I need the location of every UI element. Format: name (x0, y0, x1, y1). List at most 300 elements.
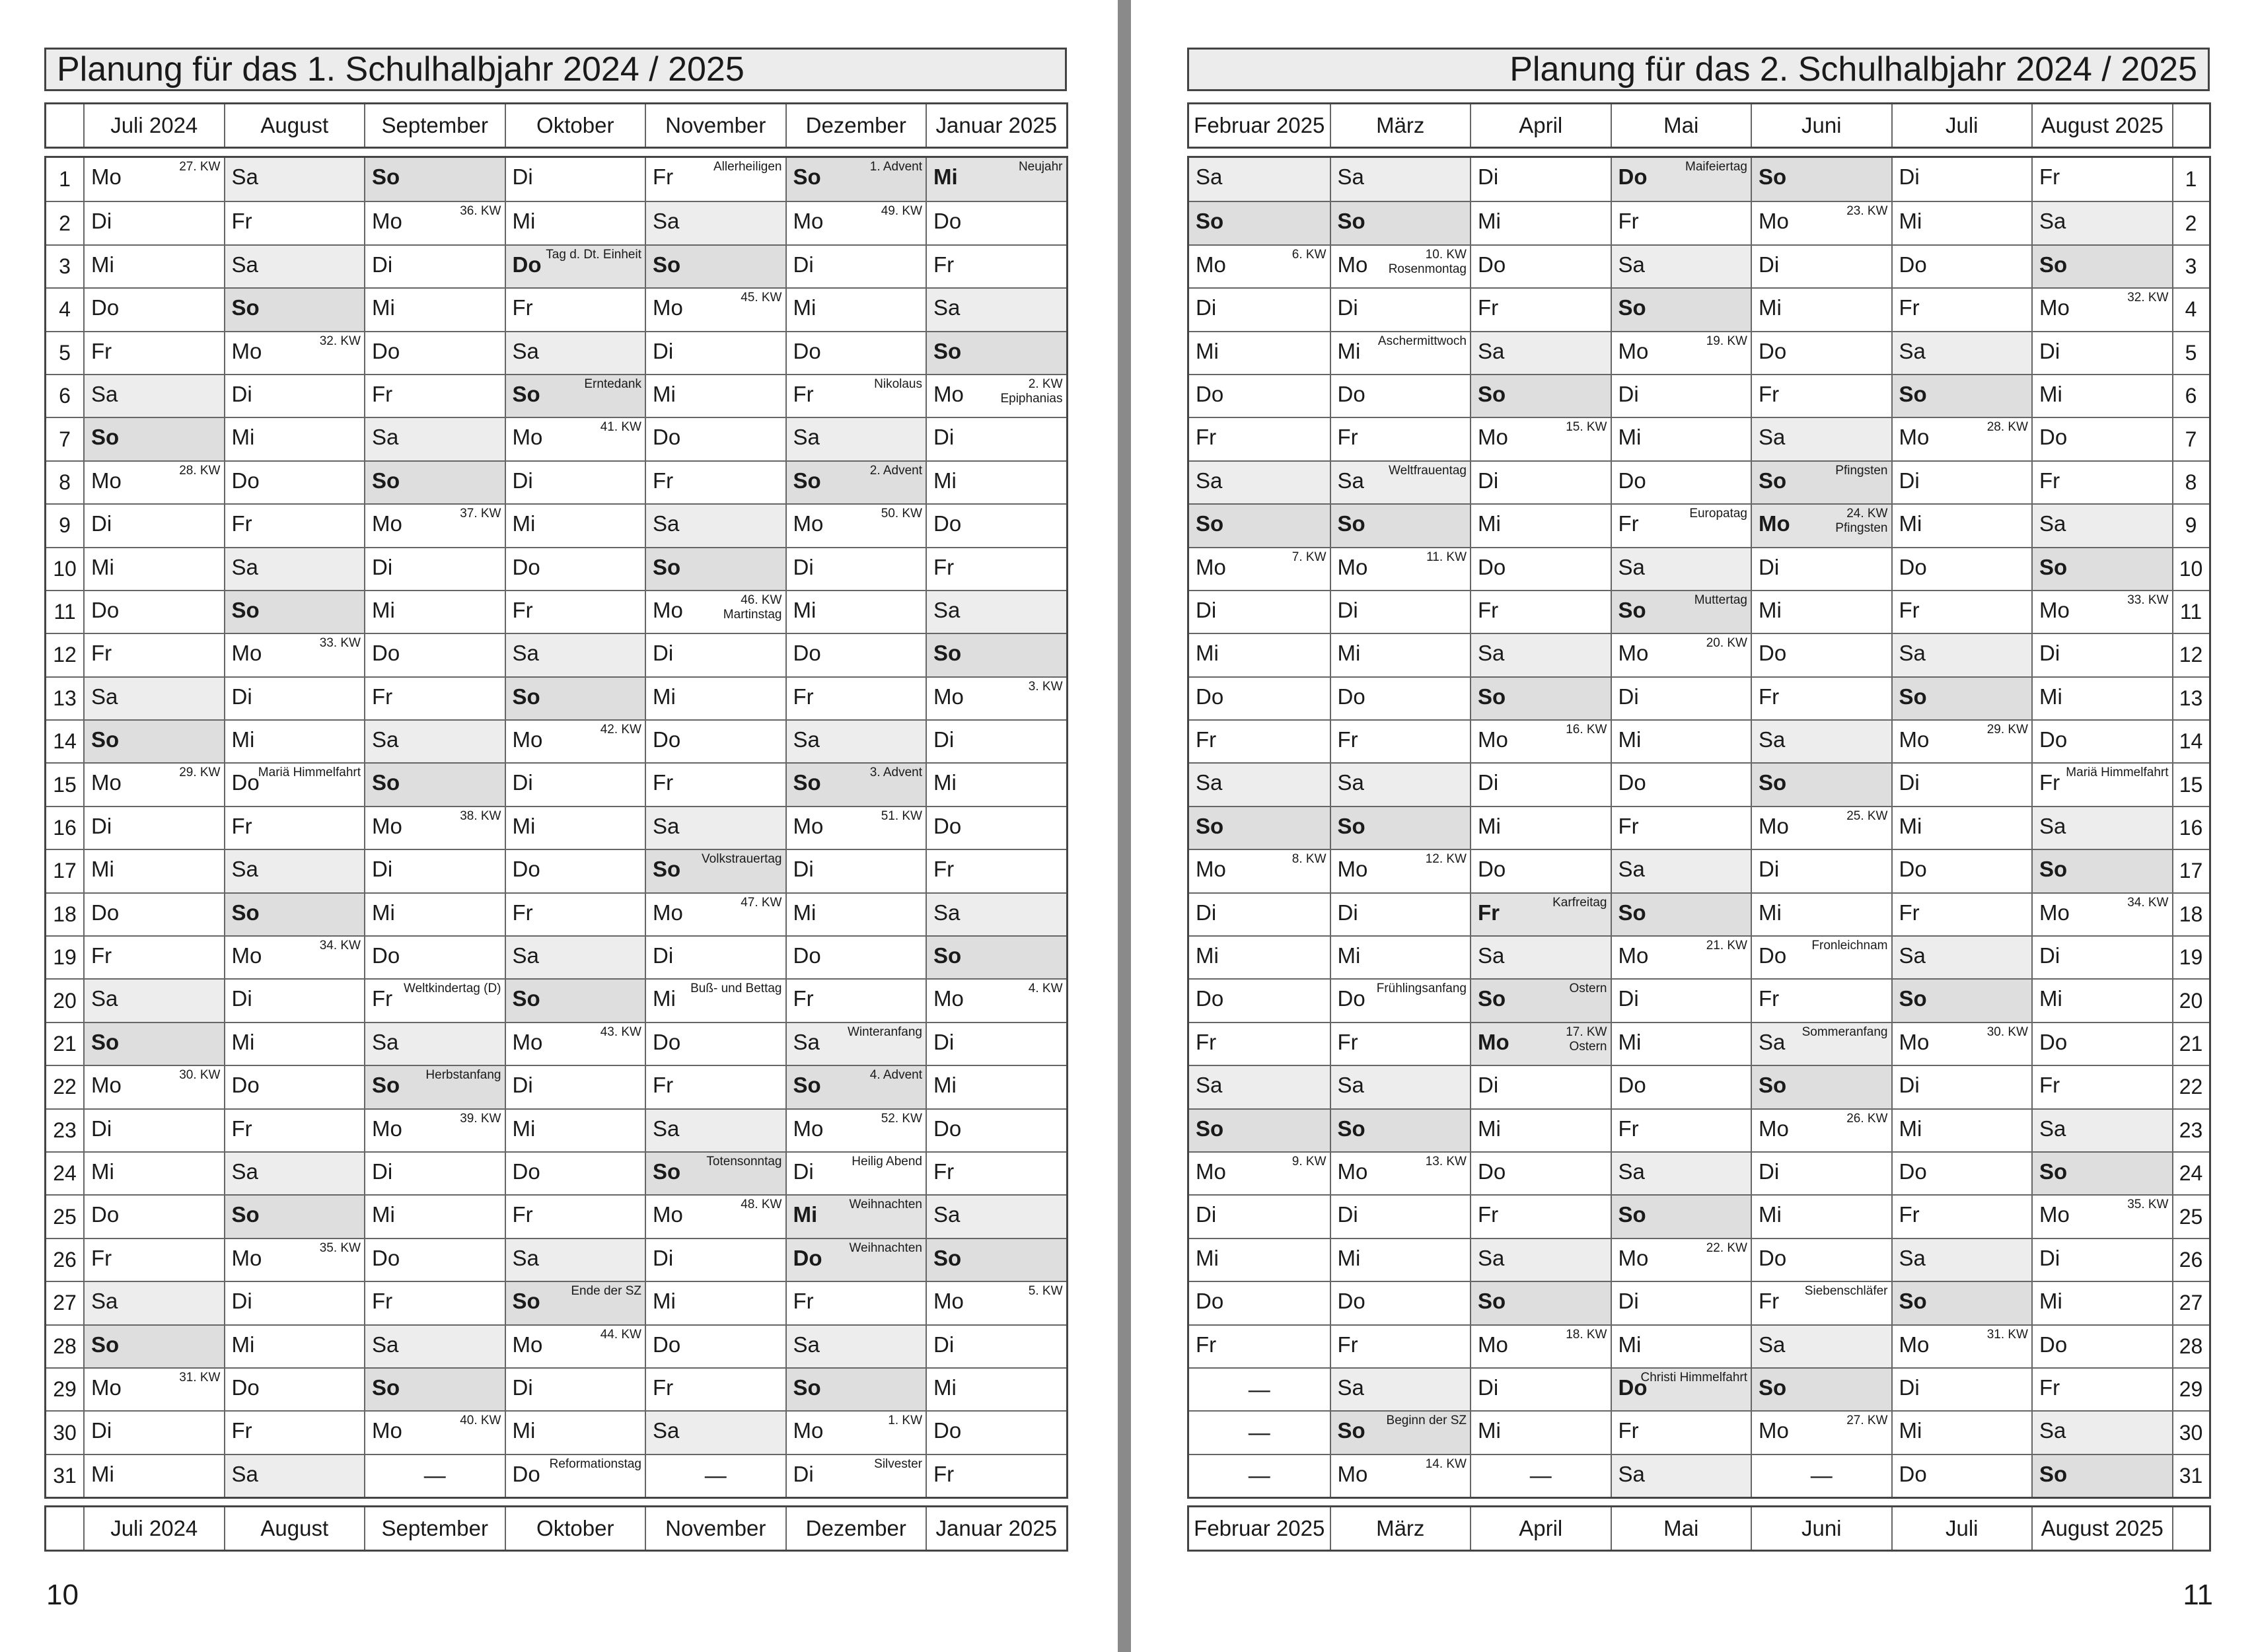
day-cell[interactable] (224, 849, 365, 892)
day-cell[interactable] (645, 1108, 785, 1151)
day-cell[interactable] (1330, 460, 1471, 503)
day-cell[interactable] (1330, 978, 1471, 1021)
day-cell[interactable] (2031, 1194, 2172, 1237)
day-cell[interactable] (645, 201, 785, 244)
day-cell[interactable] (2031, 806, 2172, 849)
day-cell[interactable] (1189, 503, 1330, 546)
day-cell[interactable] (785, 503, 926, 546)
day-cell[interactable] (645, 1367, 785, 1410)
day-cell[interactable] (224, 892, 365, 935)
day-cell[interactable] (785, 935, 926, 978)
day-cell[interactable] (785, 849, 926, 892)
day-cell[interactable] (83, 331, 224, 374)
day-cell[interactable] (1611, 1367, 1751, 1410)
day-cell[interactable] (1330, 158, 1471, 201)
day-cell[interactable] (1189, 201, 1330, 244)
day-cell[interactable] (2031, 892, 2172, 935)
day-cell[interactable] (364, 1238, 505, 1281)
day-cell[interactable] (926, 201, 1066, 244)
day-cell[interactable] (645, 892, 785, 935)
day-cell[interactable] (364, 1065, 505, 1108)
day-cell[interactable] (2031, 547, 2172, 590)
day-cell[interactable] (1891, 1108, 2032, 1151)
day-cell[interactable] (1751, 1324, 1891, 1367)
day-cell[interactable] (1470, 1410, 1611, 1453)
day-cell[interactable] (785, 590, 926, 633)
day-cell[interactable] (1891, 806, 2032, 849)
day-cell[interactable] (505, 935, 645, 978)
day-cell[interactable] (1330, 590, 1471, 633)
day-cell[interactable] (83, 719, 224, 762)
day-cell[interactable] (645, 1194, 785, 1237)
day-cell[interactable] (785, 1454, 926, 1497)
day-cell[interactable] (2031, 1367, 2172, 1410)
day-cell[interactable] (1189, 374, 1330, 417)
day-cell[interactable] (83, 1194, 224, 1237)
day-cell[interactable] (645, 1281, 785, 1324)
day-cell[interactable] (785, 806, 926, 849)
day-cell[interactable] (926, 503, 1066, 546)
day-cell[interactable] (1751, 806, 1891, 849)
day-cell[interactable] (83, 1454, 224, 1497)
day-cell[interactable] (364, 935, 505, 978)
day-cell[interactable] (785, 1238, 926, 1281)
day-cell[interactable] (785, 201, 926, 244)
day-cell[interactable] (1751, 460, 1891, 503)
day-cell[interactable] (364, 1410, 505, 1453)
day-cell[interactable] (83, 935, 224, 978)
day-cell[interactable] (2031, 1151, 2172, 1194)
day-cell[interactable] (505, 1281, 645, 1324)
day-cell[interactable] (364, 287, 505, 330)
day-cell[interactable] (785, 1367, 926, 1410)
day-cell[interactable] (505, 201, 645, 244)
day-cell[interactable] (926, 633, 1066, 676)
day-cell[interactable] (1189, 158, 1330, 201)
day-cell[interactable] (785, 1108, 926, 1151)
day-cell[interactable] (505, 1324, 645, 1367)
day-cell[interactable] (645, 503, 785, 546)
day-cell[interactable] (1611, 892, 1751, 935)
day-cell[interactable] (645, 331, 785, 374)
day-cell[interactable] (83, 1022, 224, 1065)
day-cell[interactable] (785, 1324, 926, 1367)
day-cell[interactable] (364, 1367, 505, 1410)
day-cell[interactable] (505, 1022, 645, 1065)
day-cell[interactable] (1891, 374, 2032, 417)
day-cell[interactable] (1189, 806, 1330, 849)
day-cell[interactable] (83, 633, 224, 676)
day-cell[interactable] (505, 158, 645, 201)
day-cell[interactable] (364, 676, 505, 719)
day-cell[interactable] (1330, 503, 1471, 546)
day-cell[interactable] (224, 1238, 365, 1281)
day-cell[interactable] (83, 503, 224, 546)
day-cell[interactable] (224, 806, 365, 849)
day-cell[interactable] (1611, 244, 1751, 287)
day-cell[interactable] (1751, 244, 1891, 287)
day-cell[interactable] (1330, 1194, 1471, 1237)
day-cell[interactable] (645, 676, 785, 719)
day-cell[interactable] (1330, 547, 1471, 590)
day-cell[interactable] (926, 417, 1066, 460)
day-cell[interactable] (2031, 676, 2172, 719)
day-cell[interactable] (1751, 374, 1891, 417)
day-cell[interactable] (1891, 1410, 2032, 1453)
day-cell[interactable] (224, 1410, 365, 1453)
day-cell[interactable] (1611, 935, 1751, 978)
day-cell[interactable] (785, 287, 926, 330)
day-cell[interactable] (926, 1065, 1066, 1108)
day-cell[interactable] (83, 201, 224, 244)
day-cell[interactable] (1751, 287, 1891, 330)
day-cell[interactable] (364, 244, 505, 287)
day-cell[interactable] (1751, 1065, 1891, 1108)
day-cell[interactable] (645, 1065, 785, 1108)
day-cell[interactable] (1751, 1410, 1891, 1453)
day-cell[interactable] (2031, 590, 2172, 633)
day-cell[interactable] (364, 892, 505, 935)
day-cell[interactable] (1751, 892, 1891, 935)
day-cell[interactable] (1470, 892, 1611, 935)
day-cell[interactable] (1611, 1151, 1751, 1194)
day-cell[interactable] (224, 417, 365, 460)
day-cell[interactable] (224, 590, 365, 633)
day-cell[interactable] (645, 244, 785, 287)
day-cell[interactable] (1751, 762, 1891, 805)
day-cell[interactable] (785, 633, 926, 676)
day-cell[interactable] (83, 1281, 224, 1324)
day-cell[interactable] (1611, 633, 1751, 676)
day-cell[interactable] (2031, 158, 2172, 201)
day-cell[interactable] (1891, 1151, 2032, 1194)
day-cell[interactable] (785, 158, 926, 201)
day-cell[interactable] (83, 1065, 224, 1108)
day-cell[interactable] (1330, 1151, 1471, 1194)
day-cell[interactable] (83, 1238, 224, 1281)
day-cell[interactable] (1891, 201, 2032, 244)
day-cell[interactable] (224, 719, 365, 762)
day-cell[interactable] (645, 719, 785, 762)
day-cell[interactable] (1189, 590, 1330, 633)
day-cell[interactable] (1891, 1454, 2032, 1497)
day-cell[interactable] (364, 806, 505, 849)
day-cell[interactable] (364, 158, 505, 201)
day-cell[interactable] (1611, 503, 1751, 546)
day-cell[interactable] (83, 158, 224, 201)
day-cell[interactable] (926, 1022, 1066, 1065)
day-cell[interactable] (1470, 158, 1611, 201)
day-cell[interactable] (2031, 201, 2172, 244)
day-cell[interactable] (364, 503, 505, 546)
day-cell[interactable] (1189, 460, 1330, 503)
day-cell[interactable] (1189, 978, 1330, 1021)
day-cell[interactable] (645, 762, 785, 805)
day-cell[interactable] (364, 590, 505, 633)
day-cell[interactable] (785, 547, 926, 590)
day-cell[interactable] (1470, 1022, 1611, 1065)
day-cell[interactable] (1751, 201, 1891, 244)
day-cell[interactable] (1470, 1194, 1611, 1237)
day-cell[interactable] (926, 1108, 1066, 1151)
day-cell[interactable] (1189, 1022, 1330, 1065)
day-cell[interactable] (1751, 331, 1891, 374)
day-cell[interactable] (645, 158, 785, 201)
day-cell[interactable] (1330, 676, 1471, 719)
day-cell[interactable] (926, 460, 1066, 503)
day-cell[interactable] (2031, 1410, 2172, 1453)
day-cell[interactable] (1891, 1238, 2032, 1281)
day-cell[interactable] (364, 633, 505, 676)
day-cell[interactable] (2031, 417, 2172, 460)
day-cell[interactable] (1611, 1410, 1751, 1453)
day-cell[interactable] (505, 331, 645, 374)
day-cell[interactable] (785, 892, 926, 935)
day-cell[interactable] (2031, 633, 2172, 676)
day-cell[interactable] (1891, 1022, 2032, 1065)
day-cell[interactable] (1611, 417, 1751, 460)
day-cell[interactable] (1751, 158, 1891, 201)
day-cell[interactable] (1751, 1281, 1891, 1324)
day-cell[interactable] (2031, 374, 2172, 417)
day-cell[interactable] (364, 1108, 505, 1151)
day-cell[interactable] (505, 1151, 645, 1194)
day-cell[interactable] (224, 935, 365, 978)
day-cell[interactable] (1470, 201, 1611, 244)
day-cell[interactable] (645, 633, 785, 676)
day-cell[interactable] (1611, 547, 1751, 590)
day-cell[interactable] (926, 762, 1066, 805)
day-cell[interactable] (1751, 1238, 1891, 1281)
day-cell[interactable] (1611, 158, 1751, 201)
day-cell[interactable] (1891, 460, 2032, 503)
day-cell[interactable] (1189, 762, 1330, 805)
day-cell[interactable] (1470, 590, 1611, 633)
day-cell[interactable] (364, 1454, 505, 1497)
day-cell[interactable] (1891, 1367, 2032, 1410)
day-cell[interactable] (83, 762, 224, 805)
day-cell[interactable] (1330, 762, 1471, 805)
day-cell[interactable] (926, 719, 1066, 762)
day-cell[interactable] (505, 590, 645, 633)
day-cell[interactable] (1611, 1281, 1751, 1324)
day-cell[interactable] (645, 547, 785, 590)
day-cell[interactable] (926, 590, 1066, 633)
day-cell[interactable] (785, 719, 926, 762)
day-cell[interactable] (505, 374, 645, 417)
day-cell[interactable] (1751, 417, 1891, 460)
day-cell[interactable] (364, 762, 505, 805)
day-cell[interactable] (1611, 849, 1751, 892)
day-cell[interactable] (1330, 806, 1471, 849)
day-cell[interactable] (505, 417, 645, 460)
day-cell[interactable] (1330, 1367, 1471, 1410)
day-cell[interactable] (83, 978, 224, 1021)
day-cell[interactable] (926, 849, 1066, 892)
day-cell[interactable] (926, 806, 1066, 849)
day-cell[interactable] (364, 719, 505, 762)
day-cell[interactable] (505, 503, 645, 546)
day-cell[interactable] (1470, 331, 1611, 374)
day-cell[interactable] (2031, 287, 2172, 330)
day-cell[interactable] (2031, 849, 2172, 892)
day-cell[interactable] (1751, 719, 1891, 762)
day-cell[interactable] (1470, 1367, 1611, 1410)
day-cell[interactable] (224, 1108, 365, 1151)
day-cell[interactable] (1470, 417, 1611, 460)
day-cell[interactable] (645, 1022, 785, 1065)
day-cell[interactable] (505, 892, 645, 935)
day-cell[interactable] (785, 374, 926, 417)
day-cell[interactable] (2031, 762, 2172, 805)
day-cell[interactable] (2031, 460, 2172, 503)
day-cell[interactable] (224, 460, 365, 503)
day-cell[interactable] (1189, 1065, 1330, 1108)
day-cell[interactable] (1891, 417, 2032, 460)
day-cell[interactable] (224, 374, 365, 417)
day-cell[interactable] (1611, 374, 1751, 417)
day-cell[interactable] (505, 1410, 645, 1453)
day-cell[interactable] (224, 503, 365, 546)
day-cell[interactable] (1891, 935, 2032, 978)
day-cell[interactable] (2031, 503, 2172, 546)
day-cell[interactable] (645, 1410, 785, 1453)
day-cell[interactable] (1470, 676, 1611, 719)
day-cell[interactable] (1189, 547, 1330, 590)
day-cell[interactable] (1891, 503, 2032, 546)
day-cell[interactable] (926, 1454, 1066, 1497)
day-cell[interactable] (1470, 1065, 1611, 1108)
day-cell[interactable] (1470, 1238, 1611, 1281)
day-cell[interactable] (1330, 1324, 1471, 1367)
day-cell[interactable] (2031, 978, 2172, 1021)
day-cell[interactable] (83, 287, 224, 330)
day-cell[interactable] (83, 892, 224, 935)
day-cell[interactable] (1611, 1065, 1751, 1108)
day-cell[interactable] (1611, 1022, 1751, 1065)
day-cell[interactable] (1891, 1324, 2032, 1367)
day-cell[interactable] (1189, 1454, 1330, 1497)
day-cell[interactable] (1330, 719, 1471, 762)
day-cell[interactable] (1189, 719, 1330, 762)
day-cell[interactable] (224, 1324, 365, 1367)
day-cell[interactable] (364, 374, 505, 417)
day-cell[interactable] (1330, 1238, 1471, 1281)
day-cell[interactable] (364, 1022, 505, 1065)
day-cell[interactable] (1470, 503, 1611, 546)
day-cell[interactable] (224, 201, 365, 244)
day-cell[interactable] (505, 287, 645, 330)
day-cell[interactable] (1611, 590, 1751, 633)
day-cell[interactable] (224, 978, 365, 1021)
day-cell[interactable] (1330, 244, 1471, 287)
day-cell[interactable] (83, 1151, 224, 1194)
day-cell[interactable] (1611, 806, 1751, 849)
day-cell[interactable] (1330, 374, 1471, 417)
day-cell[interactable] (785, 762, 926, 805)
day-cell[interactable] (1891, 547, 2032, 590)
day-cell[interactable] (1330, 849, 1471, 892)
day-cell[interactable] (364, 1151, 505, 1194)
day-cell[interactable] (926, 158, 1066, 201)
day-cell[interactable] (505, 676, 645, 719)
day-cell[interactable] (1611, 1194, 1751, 1237)
day-cell[interactable] (1891, 849, 2032, 892)
day-cell[interactable] (1891, 1194, 2032, 1237)
day-cell[interactable] (1330, 417, 1471, 460)
day-cell[interactable] (785, 978, 926, 1021)
day-cell[interactable] (224, 158, 365, 201)
day-cell[interactable] (1611, 676, 1751, 719)
day-cell[interactable] (1470, 806, 1611, 849)
day-cell[interactable] (2031, 1022, 2172, 1065)
day-cell[interactable] (785, 1194, 926, 1237)
day-cell[interactable] (1189, 1324, 1330, 1367)
day-cell[interactable] (645, 1454, 785, 1497)
day-cell[interactable] (505, 244, 645, 287)
day-cell[interactable] (1330, 201, 1471, 244)
day-cell[interactable] (83, 1410, 224, 1453)
day-cell[interactable] (224, 1281, 365, 1324)
day-cell[interactable] (1470, 935, 1611, 978)
day-cell[interactable] (1330, 1022, 1471, 1065)
day-cell[interactable] (1891, 244, 2032, 287)
day-cell[interactable] (926, 676, 1066, 719)
day-cell[interactable] (645, 590, 785, 633)
day-cell[interactable] (1189, 1367, 1330, 1410)
day-cell[interactable] (645, 806, 785, 849)
day-cell[interactable] (1891, 590, 2032, 633)
day-cell[interactable] (505, 719, 645, 762)
day-cell[interactable] (1611, 1108, 1751, 1151)
day-cell[interactable] (2031, 331, 2172, 374)
day-cell[interactable] (1891, 978, 2032, 1021)
day-cell[interactable] (1189, 935, 1330, 978)
day-cell[interactable] (1189, 849, 1330, 892)
day-cell[interactable] (364, 978, 505, 1021)
day-cell[interactable] (224, 762, 365, 805)
day-cell[interactable] (1891, 1281, 2032, 1324)
day-cell[interactable] (1751, 676, 1891, 719)
day-cell[interactable] (364, 331, 505, 374)
day-cell[interactable] (2031, 935, 2172, 978)
day-cell[interactable] (83, 1108, 224, 1151)
day-cell[interactable] (83, 1324, 224, 1367)
day-cell[interactable] (1611, 1324, 1751, 1367)
day-cell[interactable] (1751, 1454, 1891, 1497)
day-cell[interactable] (1611, 287, 1751, 330)
day-cell[interactable] (224, 1194, 365, 1237)
day-cell[interactable] (926, 1367, 1066, 1410)
day-cell[interactable] (926, 287, 1066, 330)
day-cell[interactable] (785, 1151, 926, 1194)
day-cell[interactable] (645, 1238, 785, 1281)
day-cell[interactable] (926, 331, 1066, 374)
day-cell[interactable] (1189, 1281, 1330, 1324)
day-cell[interactable] (505, 1108, 645, 1151)
day-cell[interactable] (1189, 633, 1330, 676)
day-cell[interactable] (785, 1065, 926, 1108)
day-cell[interactable] (1470, 547, 1611, 590)
day-cell[interactable] (645, 935, 785, 978)
day-cell[interactable] (83, 244, 224, 287)
day-cell[interactable] (1330, 1108, 1471, 1151)
day-cell[interactable] (364, 417, 505, 460)
day-cell[interactable] (926, 1151, 1066, 1194)
day-cell[interactable] (1330, 935, 1471, 978)
day-cell[interactable] (505, 1065, 645, 1108)
day-cell[interactable] (83, 374, 224, 417)
